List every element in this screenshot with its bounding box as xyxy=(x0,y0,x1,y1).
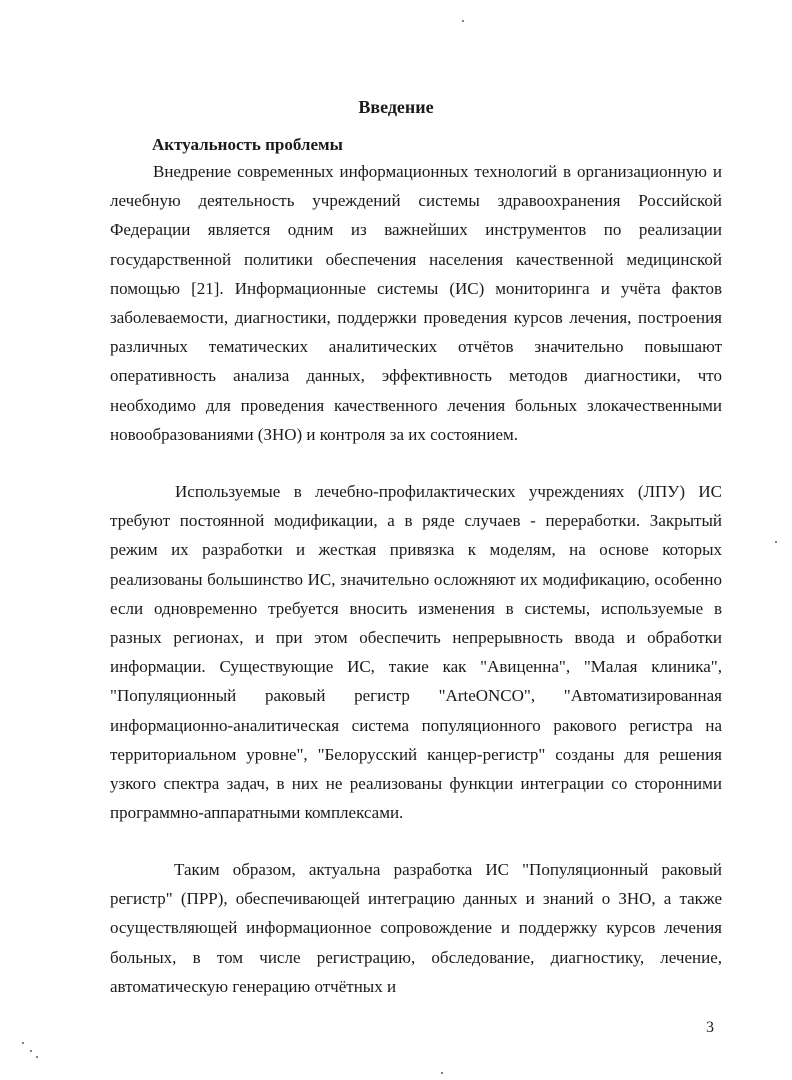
scan-speck xyxy=(22,1042,24,1044)
paragraph-2: Используемые в лечебно-профилактических учреждениях (ЛПУ) ИС требуют постоянной модификации, а в ряде случаев - переработки. Закрытый режим их разработки и жесткая привязка к моделям, на основе которых реализованы большинство ИС, значительно осложняют их модификацию, особенно если одновременно требуется вносить изменения в системы, используемые в разных регионах, и при этом обеспечить непрерывность ввода и обработки информации. Существующие ИС, такие как "Авиценна", "Малая клиника", "Популяционный раковый регистр "ArteONCO", "Автоматизированная информационно-аналитическая система популяционного ракового регистра на территориальном уровне", "Белорусский канцер-регистр" созданы для решения узкого спектра задач, в них не реализованы функции интеграции со сторонними программно-аппаратными комплексами. xyxy=(110,482,722,823)
page-number: 3 xyxy=(706,1019,714,1036)
scan-speck xyxy=(775,541,777,543)
page-title: Введение xyxy=(358,97,434,117)
section-subtitle: Актуальность проблемы xyxy=(152,135,343,154)
scan-speck xyxy=(36,1056,38,1058)
paragraph-3: Таким образом, актуальна разработка ИС "Популяционный раковый регистр" (ПРР), обеспечивающей интеграцию данных и знаний о ЗНО, а также осуществляющей информационное сопровождение и поддержку курсов лечения больных, в том числе регистрацию, обследование, диагностику, лечение, автоматическую генерацию отчётных и xyxy=(110,860,722,996)
scan-speck xyxy=(462,20,464,22)
scan-speck xyxy=(30,1050,32,1052)
paragraph-1: Внедрение современных информационных технологий в организационную и лечебную деятельность учреждений системы здравоохранения Российской Федерации является одним из важнейших инструментов по реализации государственной политики обеспечения населения качественной медицинской помощью [21]. Информационные системы (ИС) мониторинга и учёта фактов заболеваемости, диагностики, поддержки проведения курсов лечения, построения различных тематических аналитических отчётов значительно повышают оперативность анализа данных, эффективность методов диагностики, что необходимо для проведения качественного лечения больных злокачественными новообразованиями (ЗНО) и контроля за их состоянием. xyxy=(110,162,722,444)
scan-speck xyxy=(441,1072,443,1074)
